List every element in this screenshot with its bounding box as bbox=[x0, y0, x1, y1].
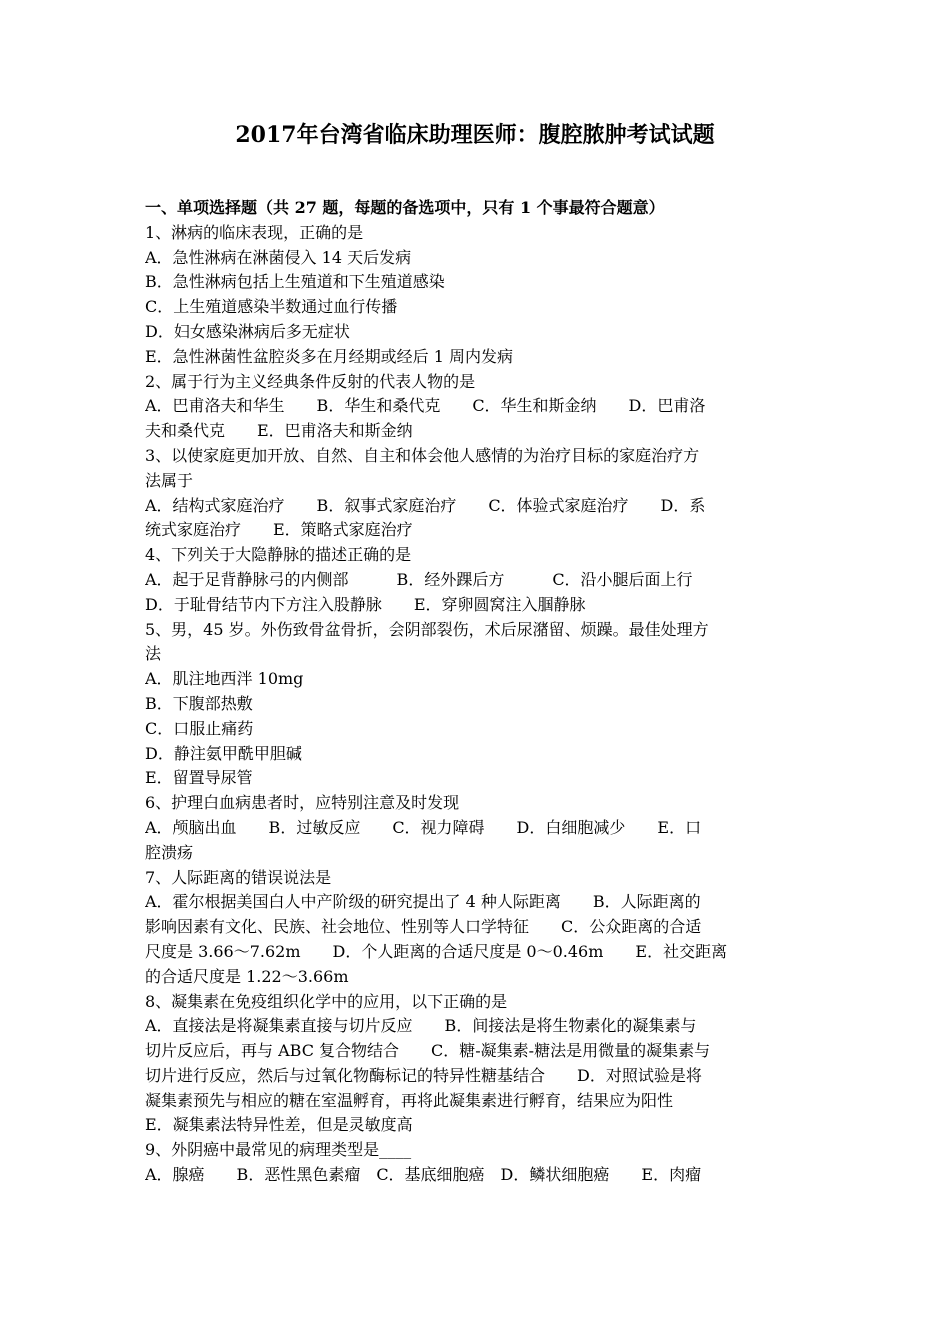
text-line: A．肌注地西泮 10mg bbox=[145, 669, 304, 689]
text-line: 腔溃疡 bbox=[145, 842, 194, 862]
text-line: 夫和桑代克 E．巴甫洛夫和斯金纳 bbox=[145, 421, 413, 441]
text-line: 法属于 bbox=[145, 470, 194, 490]
text-line: 7、人际距离的错误说法是 bbox=[145, 867, 332, 887]
text-line: 切片反应后，再与 ABC 复合物结合 C．糖-凝集素-糖法是用微量的凝集素与 bbox=[145, 1041, 711, 1061]
text-line: 3、以使家庭更加开放、自然、自主和体会他人感情的为治疗目标的家庭治疗方 bbox=[145, 445, 700, 465]
text-line: 6、护理白血病患者时，应特别注意及时发现 bbox=[145, 793, 460, 813]
text-line: C．上生殖道感染半数通过血行传播 bbox=[145, 297, 398, 317]
text-line: B．下腹部热敷 bbox=[145, 693, 253, 713]
section-heading: 一、单项选择题（共 27 题，每题的备选项中，只有 1 个事最符合题意） bbox=[145, 198, 665, 217]
text-line: A．结构式家庭治疗 B．叙事式家庭治疗 C．体验式家庭治疗 D．系 bbox=[145, 495, 706, 515]
text-line: E．凝集素法特异性差，但是灵敏度高 bbox=[145, 1115, 413, 1135]
text-line: A．巴甫洛夫和华生 B．华生和桑代克 C．华生和斯金纳 D．巴甫洛 bbox=[145, 396, 706, 416]
text-line: A．急性淋病在淋菌侵入 14 天后发病 bbox=[145, 247, 412, 267]
text-line: D．静注氨甲酰甲胆碱 bbox=[145, 743, 302, 763]
text-line: A．腺癌 B．恶性黑色素瘤 C．基底细胞癌 D．鳞状细胞癌 E．肉瘤 bbox=[145, 1165, 702, 1185]
text-line: A．颅脑出血 B．过敏反应 C．视力障碍 D．白细胞减少 E．口 bbox=[145, 817, 702, 837]
text-line: D．妇女感染淋病后多无症状 bbox=[145, 321, 350, 341]
text-line: E．留置导尿管 bbox=[145, 768, 253, 788]
text-line: B．急性淋病包括上生殖道和下生殖道感染 bbox=[145, 272, 445, 292]
text-line: A．直接法是将凝集素直接与切片反应 B．间接法是将生物素化的凝集素与 bbox=[145, 1016, 697, 1036]
text-line: 的合适尺度是 1.22～3.66m bbox=[145, 966, 349, 986]
text-line: 切片进行反应，然后与过氧化物酶标记的特异性糖基结合 D．对照试验是将 bbox=[145, 1065, 702, 1085]
text-line: 法 bbox=[145, 644, 162, 664]
text-line: 凝集素预先与相应的糖在室温孵育，再将此凝集素进行孵育，结果应为阳性 bbox=[145, 1090, 674, 1110]
question-lines bbox=[145, 221, 809, 1188]
text-line: 4、下列关于大隐静脉的描述正确的是 bbox=[145, 545, 412, 565]
text-line: 影响因素有文化、民族、社会地位、性别等人口学特征 C．公众距离的合适 bbox=[145, 917, 702, 937]
text-line: 尺度是 3.66～7.62m D．个人距离的合适尺度是 0～0.46m E．社交距离 bbox=[145, 941, 728, 961]
document-title: 2017年台湾省临床助理医师：腹腔脓肿考试试题 bbox=[235, 122, 715, 148]
text-line: A．起于足背静脉弓的内侧部 B．经外踝后方 C．沿小腿后面上行 bbox=[145, 569, 693, 589]
text-line: 5、男，45 岁。外伤致骨盆骨折，会阴部裂伤，术后尿潴留、烦躁。最佳处理方 bbox=[145, 619, 709, 639]
text-line: E．急性淋菌性盆腔炎多在月经期或经后 1 周内发病 bbox=[145, 346, 514, 366]
document-body bbox=[145, 196, 809, 1188]
text-line: A．霍尔根据美国白人中产阶级的研究提出了 4 种人际距离 B．人际距离的 bbox=[145, 892, 701, 912]
text-line: C．口服止痛药 bbox=[145, 718, 254, 738]
text-line: 统式家庭治疗 E．策略式家庭治疗 bbox=[145, 520, 413, 540]
text-line: 8、凝集素在免疫组织化学中的应用，以下正确的是 bbox=[145, 991, 508, 1011]
text-line: 9、外阴癌中最常见的病理类型是____ bbox=[145, 1140, 412, 1160]
text-line: 1、淋病的临床表现，正确的是 bbox=[145, 222, 364, 242]
text-line: D．于耻骨结节内下方注入股静脉 E．穿卵圆窝注入腘静脉 bbox=[145, 594, 586, 614]
text-line: 2、属于行为主义经典条件反射的代表人物的是 bbox=[145, 371, 476, 391]
